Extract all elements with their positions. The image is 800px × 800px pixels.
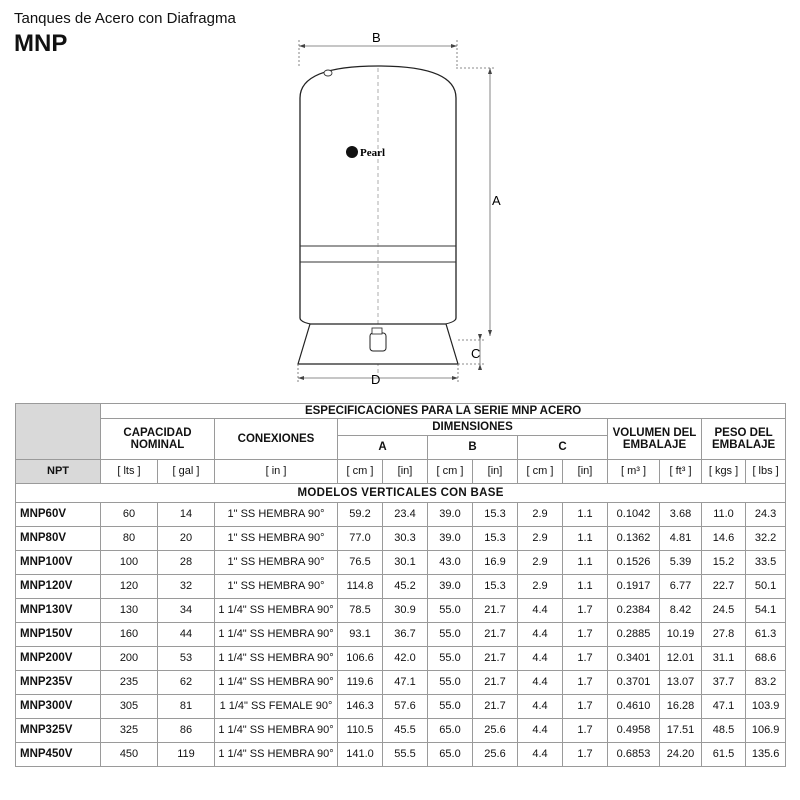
dim-a-header: A (338, 436, 428, 460)
cell-b-cm: 55.0 (428, 695, 473, 719)
cell-a-in: 47.1 (383, 671, 428, 695)
cell-lts: 60 (101, 503, 158, 527)
cell-b-cm: 43.0 (428, 551, 473, 575)
cell-b-in: 25.6 (473, 719, 518, 743)
subtitle: Tanques de Acero con Diafragma (14, 10, 236, 27)
cell-b-in: 15.3 (473, 575, 518, 599)
cell-c-cm: 4.4 (518, 671, 563, 695)
cell-kgs: 48.5 (702, 719, 746, 743)
cell-kgs: 61.5 (702, 743, 746, 767)
cell-lbs: 61.3 (746, 623, 786, 647)
cell-c-cm: 2.9 (518, 551, 563, 575)
cell-lbs: 33.5 (746, 551, 786, 575)
table-row (16, 503, 786, 527)
cell-a-cm: 141.0 (338, 743, 383, 767)
cell-a-cm: 146.3 (338, 695, 383, 719)
capacidad-header: CAPACIDAD NOMINAL (101, 419, 215, 460)
cell-lts: 200 (101, 647, 158, 671)
cell-m3: 0.2384 (608, 599, 660, 623)
unit-lts: [ lts ] (101, 460, 158, 484)
peso-header: PESO DEL EMBALAJE (702, 419, 786, 460)
unit-gal: [ gal ] (158, 460, 215, 484)
cell-b-in: 21.7 (473, 695, 518, 719)
cell-ft3: 17.51 (660, 719, 702, 743)
cell-lts: 450 (101, 743, 158, 767)
cell-b-in: 21.7 (473, 671, 518, 695)
dim-c-header: C (518, 436, 608, 460)
cell-ft3: 4.81 (660, 527, 702, 551)
cell-lts: 325 (101, 719, 158, 743)
cell-c-in: 1.7 (563, 647, 608, 671)
cell-b-cm: 55.0 (428, 671, 473, 695)
cell-kgs: 11.0 (702, 503, 746, 527)
cell-b-cm: 55.0 (428, 599, 473, 623)
cell-model: MNP300V (16, 695, 101, 719)
cell-b-in: 25.6 (473, 743, 518, 767)
cell-conn: 1" SS HEMBRA 90° (215, 575, 338, 599)
cell-gal: 86 (158, 719, 215, 743)
cell-lbs: 32.2 (746, 527, 786, 551)
cell-gal: 62 (158, 671, 215, 695)
cell-a-cm: 78.5 (338, 599, 383, 623)
cell-gal: 28 (158, 551, 215, 575)
cell-gal: 81 (158, 695, 215, 719)
table-row (16, 671, 786, 695)
cell-conn: 1 1/4" SS HEMBRA 90° (215, 671, 338, 695)
cell-gal: 32 (158, 575, 215, 599)
cell-conn: 1 1/4" SS HEMBRA 90° (215, 647, 338, 671)
unit-c-cm: [ cm ] (518, 460, 563, 484)
table-row (16, 719, 786, 743)
dim-c-label: C (471, 346, 481, 361)
cell-ft3: 3.68 (660, 503, 702, 527)
cell-ft3: 24.20 (660, 743, 702, 767)
cell-conn: 1 1/4" SS HEMBRA 90° (215, 743, 338, 767)
spec-title: ESPECIFICACIONES PARA LA SERIE MNP ACERO (101, 404, 786, 419)
cell-b-in: 15.3 (473, 527, 518, 551)
cell-gal: 44 (158, 623, 215, 647)
cell-model: MNP325V (16, 719, 101, 743)
cell-conn: 1 1/4" SS HEMBRA 90° (215, 623, 338, 647)
cell-lbs: 54.1 (746, 599, 786, 623)
brand-name: Pearl (360, 147, 386, 159)
cell-b-cm: 39.0 (428, 575, 473, 599)
cell-b-cm: 65.0 (428, 719, 473, 743)
table-row (16, 695, 786, 719)
cell-c-cm: 4.4 (518, 719, 563, 743)
table-row (16, 743, 786, 767)
cell-m3: 0.1526 (608, 551, 660, 575)
cell-b-cm: 55.0 (428, 647, 473, 671)
dim-b-label: B (372, 30, 381, 45)
cell-m3: 0.4610 (608, 695, 660, 719)
dim-b-header: B (428, 436, 518, 460)
cell-c-in: 1.7 (563, 695, 608, 719)
unit-c-in: [in] (563, 460, 608, 484)
cell-a-in: 55.5 (383, 743, 428, 767)
cell-lbs: 50.1 (746, 575, 786, 599)
table-row (16, 623, 786, 647)
cell-gal: 119 (158, 743, 215, 767)
cell-a-cm: 93.1 (338, 623, 383, 647)
cell-b-cm: 39.0 (428, 527, 473, 551)
cell-ft3: 13.07 (660, 671, 702, 695)
cell-b-in: 16.9 (473, 551, 518, 575)
cell-lts: 160 (101, 623, 158, 647)
cell-m3: 0.1917 (608, 575, 660, 599)
cell-c-cm: 2.9 (518, 527, 563, 551)
cell-model: MNP80V (16, 527, 101, 551)
cell-ft3: 6.77 (660, 575, 702, 599)
cell-a-in: 30.3 (383, 527, 428, 551)
cell-a-cm: 77.0 (338, 527, 383, 551)
cell-m3: 0.4958 (608, 719, 660, 743)
spec-table (15, 403, 786, 767)
cell-a-in: 57.6 (383, 695, 428, 719)
cell-lts: 80 (101, 527, 158, 551)
cell-c-cm: 2.9 (518, 503, 563, 527)
cell-lts: 120 (101, 575, 158, 599)
cell-c-cm: 4.4 (518, 623, 563, 647)
unit-lbs: [ lbs ] (746, 460, 786, 484)
cell-ft3: 8.42 (660, 599, 702, 623)
cell-c-cm: 4.4 (518, 599, 563, 623)
unit-in: [ in ] (215, 460, 338, 484)
cell-kgs: 31.1 (702, 647, 746, 671)
cell-a-cm: 114.8 (338, 575, 383, 599)
unit-m3: [ m³ ] (608, 460, 660, 484)
cell-model: MNP450V (16, 743, 101, 767)
cell-c-in: 1.7 (563, 623, 608, 647)
cell-kgs: 37.7 (702, 671, 746, 695)
cell-c-in: 1.7 (563, 719, 608, 743)
cell-a-in: 30.1 (383, 551, 428, 575)
volumen-header: VOLUMEN DEL EMBALAJE (608, 419, 702, 460)
cell-lbs: 106.9 (746, 719, 786, 743)
cell-model: MNP235V (16, 671, 101, 695)
cell-lbs: 83.2 (746, 671, 786, 695)
tank-diagram (280, 28, 520, 388)
table-row (16, 575, 786, 599)
cell-a-in: 30.9 (383, 599, 428, 623)
cell-c-cm: 2.9 (518, 575, 563, 599)
cell-b-in: 21.7 (473, 647, 518, 671)
cell-c-in: 1.7 (563, 743, 608, 767)
cell-b-in: 15.3 (473, 503, 518, 527)
cell-gal: 34 (158, 599, 215, 623)
table-row (16, 599, 786, 623)
cell-kgs: 47.1 (702, 695, 746, 719)
unit-b-in: [in] (473, 460, 518, 484)
cell-conn: 1" SS HEMBRA 90° (215, 503, 338, 527)
cell-c-in: 1.7 (563, 671, 608, 695)
table-row (16, 647, 786, 671)
cell-kgs: 27.8 (702, 623, 746, 647)
cell-model: MNP130V (16, 599, 101, 623)
cell-lbs: 68.6 (746, 647, 786, 671)
page-title: MNP (14, 30, 68, 57)
cell-m3: 0.1362 (608, 527, 660, 551)
cell-gal: 53 (158, 647, 215, 671)
cell-conn: 1" SS HEMBRA 90° (215, 551, 338, 575)
cell-a-in: 23.4 (383, 503, 428, 527)
cell-lts: 235 (101, 671, 158, 695)
cell-lbs: 24.3 (746, 503, 786, 527)
cell-b-in: 21.7 (473, 623, 518, 647)
cell-gal: 14 (158, 503, 215, 527)
section-label: MODELOS VERTICALES CON BASE (16, 484, 786, 503)
cell-ft3: 12.01 (660, 647, 702, 671)
cell-m3: 0.1042 (608, 503, 660, 527)
cell-model: MNP150V (16, 623, 101, 647)
cell-lts: 130 (101, 599, 158, 623)
cell-b-cm: 39.0 (428, 503, 473, 527)
cell-a-cm: 76.5 (338, 551, 383, 575)
cell-a-cm: 106.6 (338, 647, 383, 671)
cell-c-in: 1.1 (563, 527, 608, 551)
cell-b-in: 21.7 (473, 599, 518, 623)
cell-a-in: 36.7 (383, 623, 428, 647)
pearl-logo-icon (346, 146, 358, 158)
cell-conn: 1 1/4" SS HEMBRA 90° (215, 719, 338, 743)
cell-gal: 20 (158, 527, 215, 551)
cell-lbs: 103.9 (746, 695, 786, 719)
cell-c-cm: 4.4 (518, 743, 563, 767)
table-row (16, 551, 786, 575)
cell-a-cm: 119.6 (338, 671, 383, 695)
cell-a-in: 45.5 (383, 719, 428, 743)
cell-a-in: 45.2 (383, 575, 428, 599)
npt-header: NPT (16, 460, 101, 484)
unit-a-cm: [ cm ] (338, 460, 383, 484)
cell-lts: 305 (101, 695, 158, 719)
cell-m3: 0.6853 (608, 743, 660, 767)
dim-a-label: A (492, 193, 501, 208)
table-row (16, 527, 786, 551)
cell-conn: 1" SS HEMBRA 90° (215, 527, 338, 551)
cell-m3: 0.3401 (608, 647, 660, 671)
cell-c-in: 1.7 (563, 599, 608, 623)
cell-c-cm: 4.4 (518, 695, 563, 719)
unit-a-in: [in] (383, 460, 428, 484)
cell-lbs: 135.6 (746, 743, 786, 767)
npt-header-blank (16, 404, 101, 460)
cell-model: MNP120V (16, 575, 101, 599)
cell-c-in: 1.1 (563, 575, 608, 599)
cell-kgs: 15.2 (702, 551, 746, 575)
cell-b-cm: 55.0 (428, 623, 473, 647)
dim-d-label: D (371, 372, 381, 387)
cell-a-cm: 110.5 (338, 719, 383, 743)
unit-kgs: [ kgs ] (702, 460, 746, 484)
cell-ft3: 5.39 (660, 551, 702, 575)
unit-b-cm: [ cm ] (428, 460, 473, 484)
cell-model: MNP60V (16, 503, 101, 527)
conexiones-header: CONEXIONES (215, 419, 338, 460)
cell-kgs: 14.6 (702, 527, 746, 551)
cell-conn: 1 1/4" SS FEMALE 90° (215, 695, 338, 719)
cell-ft3: 16.28 (660, 695, 702, 719)
cell-model: MNP200V (16, 647, 101, 671)
cell-a-in: 42.0 (383, 647, 428, 671)
cell-m3: 0.2885 (608, 623, 660, 647)
unit-ft3: [ ft³ ] (660, 460, 702, 484)
cell-c-in: 1.1 (563, 503, 608, 527)
cell-model: MNP100V (16, 551, 101, 575)
cell-ft3: 10.19 (660, 623, 702, 647)
cell-a-cm: 59.2 (338, 503, 383, 527)
cell-conn: 1 1/4" SS HEMBRA 90° (215, 599, 338, 623)
cell-kgs: 24.5 (702, 599, 746, 623)
cell-kgs: 22.7 (702, 575, 746, 599)
cell-m3: 0.3701 (608, 671, 660, 695)
cell-c-cm: 4.4 (518, 647, 563, 671)
cell-b-cm: 65.0 (428, 743, 473, 767)
dimensiones-header: DIMENSIONES (338, 419, 608, 436)
cell-lts: 100 (101, 551, 158, 575)
cell-c-in: 1.1 (563, 551, 608, 575)
